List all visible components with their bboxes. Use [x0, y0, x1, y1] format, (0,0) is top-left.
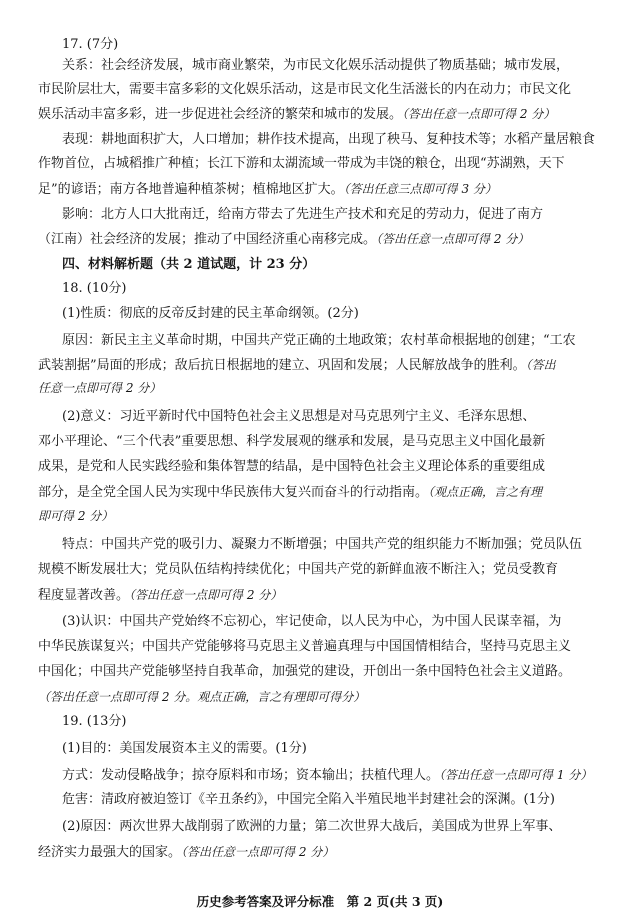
q17-impact-line-2: （江南）社会经济的发展；推动了中国经济重心南移完成。（答出任意一点即可得 2 分） — [38, 232, 530, 247]
q17-performance-line-3: 足”的谚语；南方各地普遍种植茶树；植棉地区扩大。（答出任意三点即可得 3 分） — [38, 182, 497, 197]
section-heading: 四、材料解析题（共 2 道试题，计 23 分） — [62, 257, 316, 272]
q17-impact-line-1: 影响：北方人口大批南迁，给南方带去了先进生产技术和充足的劳动力，促进了南方 — [62, 207, 544, 222]
q19-reason-line-1: (2)原因：两次世界大战削弱了欧洲的力量；第二次世界大战后，美国成为世界上军事、 — [62, 819, 562, 834]
q19-title: 19. (13分) — [62, 714, 127, 729]
q18-feature-line-1: 特点：中国共产党的吸引力、凝聚力不断增强；中国共产党的组织能力不断加强；党员队伍 — [62, 537, 583, 552]
q18-significance-line-4: 部分，是全党全国人民为实现中华民族伟大复兴而奋斗的行动指南。（观点正确，言之有理 — [38, 485, 543, 500]
q18-understanding-line-1: (3)认识：中国共产党始终不忘初心，牢记使命，以人民为中心，为中国人民谋幸福，为 — [62, 614, 562, 629]
q19-harm: 危害：清政府被迫签订《辛丑条约》，中国完全陷入半殖民地半封建社会的深渊。(1分) — [62, 792, 555, 807]
q18-nature: (1)性质：彻底的反帝反封建的民主革命纲领。(2分) — [62, 306, 359, 321]
q17-performance-line-1: 表现：耕地面积扩大，人口增加；耕作技术提高，出现了秧马、复种技术等；水稻产量居粮食 — [62, 132, 596, 147]
q18-title: 18. (10分) — [62, 281, 127, 296]
q18-understanding-line-3: 中国化；中国共产党能够坚持自我革命，加强党的建设，开创出一条中国特色社会主义道路。 — [38, 664, 572, 679]
page-footer: 历史参考答案及评分标准 第 2 页(共 3 页) — [196, 894, 444, 909]
scoring-note: 即可得 2 分） — [38, 509, 114, 523]
q18-significance-line-1: (2)意义：习近平新时代中国特色社会主义思想是对马克思列宁主义、毛泽东思想、 — [62, 409, 536, 424]
q17-relation-line-2: 市民阶层壮大，需要丰富多彩的文化娱乐活动，这是市民文化生活滋长的内在动力；市民文化 — [38, 82, 572, 97]
q18-feature-line-2: 规模不断发展壮大；党员队伍结构持续优化；中国共产党的新鲜血液不断注入；党员受教育 — [38, 562, 559, 577]
scoring-note: （观点正确，言之有理 — [428, 485, 543, 499]
q18-reason-line-1: 原因：新民主主义革命时期，中国共产党正确的土地政策；农村革命根据地的创建；“工农 — [62, 333, 576, 348]
scoring-note: 任意一点即可得 2 分） — [38, 381, 162, 395]
q17-relation-line-3: 娱乐活动丰富多彩，进一步促进社会经济的繁荣和城市的发展。（答出任意一点即可得 2 分） — [38, 107, 556, 122]
scoring-note: （答出任意一点即可得 2 分。观点正确，言之有理即可得分） — [38, 690, 366, 704]
q18-feature-line-3: 程度显著改善。（答出任意一点即可得 2 分） — [38, 588, 283, 603]
scoring-note: （答出任意一点即可得 2 分） — [376, 232, 530, 246]
q18-understanding-line-2: 中华民族谋复兴；中国共产党能够将马克思主义普遍真理与中国国情相结合，坚持马克思主义 — [38, 639, 572, 654]
scoring-note: （答出任意一点即可得 2 分） — [402, 107, 556, 121]
q19-reason-line-2: 经济实力最强大的国家。（答出任意一点即可得 2 分） — [38, 845, 335, 860]
scoring-note: （答出任意一点即可得 1 分） — [439, 768, 593, 782]
q17-relation-line-1: 关系：社会经济发展，城市商业繁荣，为市民文化娱乐活动提供了物质基础；城市发展， — [62, 58, 570, 73]
q17-performance-line-2: 作物首位，占城稻推广种植；长江下游和太湖流域一带成为丰饶的粮仓，出现“苏湖熟，天下 — [38, 156, 565, 171]
q19-method: 方式：发动侵略战争；掠夺原料和市场；资本输出；扶植代理人。（答出任意一点即可得 1 分） — [62, 768, 593, 783]
scoring-note: （答出任意一点即可得 2 分） — [129, 588, 283, 602]
q18-significance-line-3: 成果，是党和人民实践经验和集体智慧的结晶，是中国特色社会主义理论体系的重要组成 — [38, 459, 546, 474]
scoring-note: （答出任意一点即可得 2 分） — [181, 845, 335, 859]
q19-purpose: (1)目的：美国发展资本主义的需要。(1分) — [62, 741, 307, 756]
q18-reason-line-2: 武装割据”局面的形成；敌后抗日根据地的建立、巩固和发展；人民解放战争的胜利。（答出 — [38, 358, 556, 373]
scoring-note: （答出任意三点即可得 3 分） — [343, 182, 497, 196]
scoring-note: （答出 — [525, 358, 556, 372]
q17-title: 17. (7分) — [62, 37, 119, 52]
q18-significance-line-2: 邓小平理论、“三个代表”重要思想、科学发展观的继承和发展，是马克思主义中国化最新 — [38, 434, 546, 449]
